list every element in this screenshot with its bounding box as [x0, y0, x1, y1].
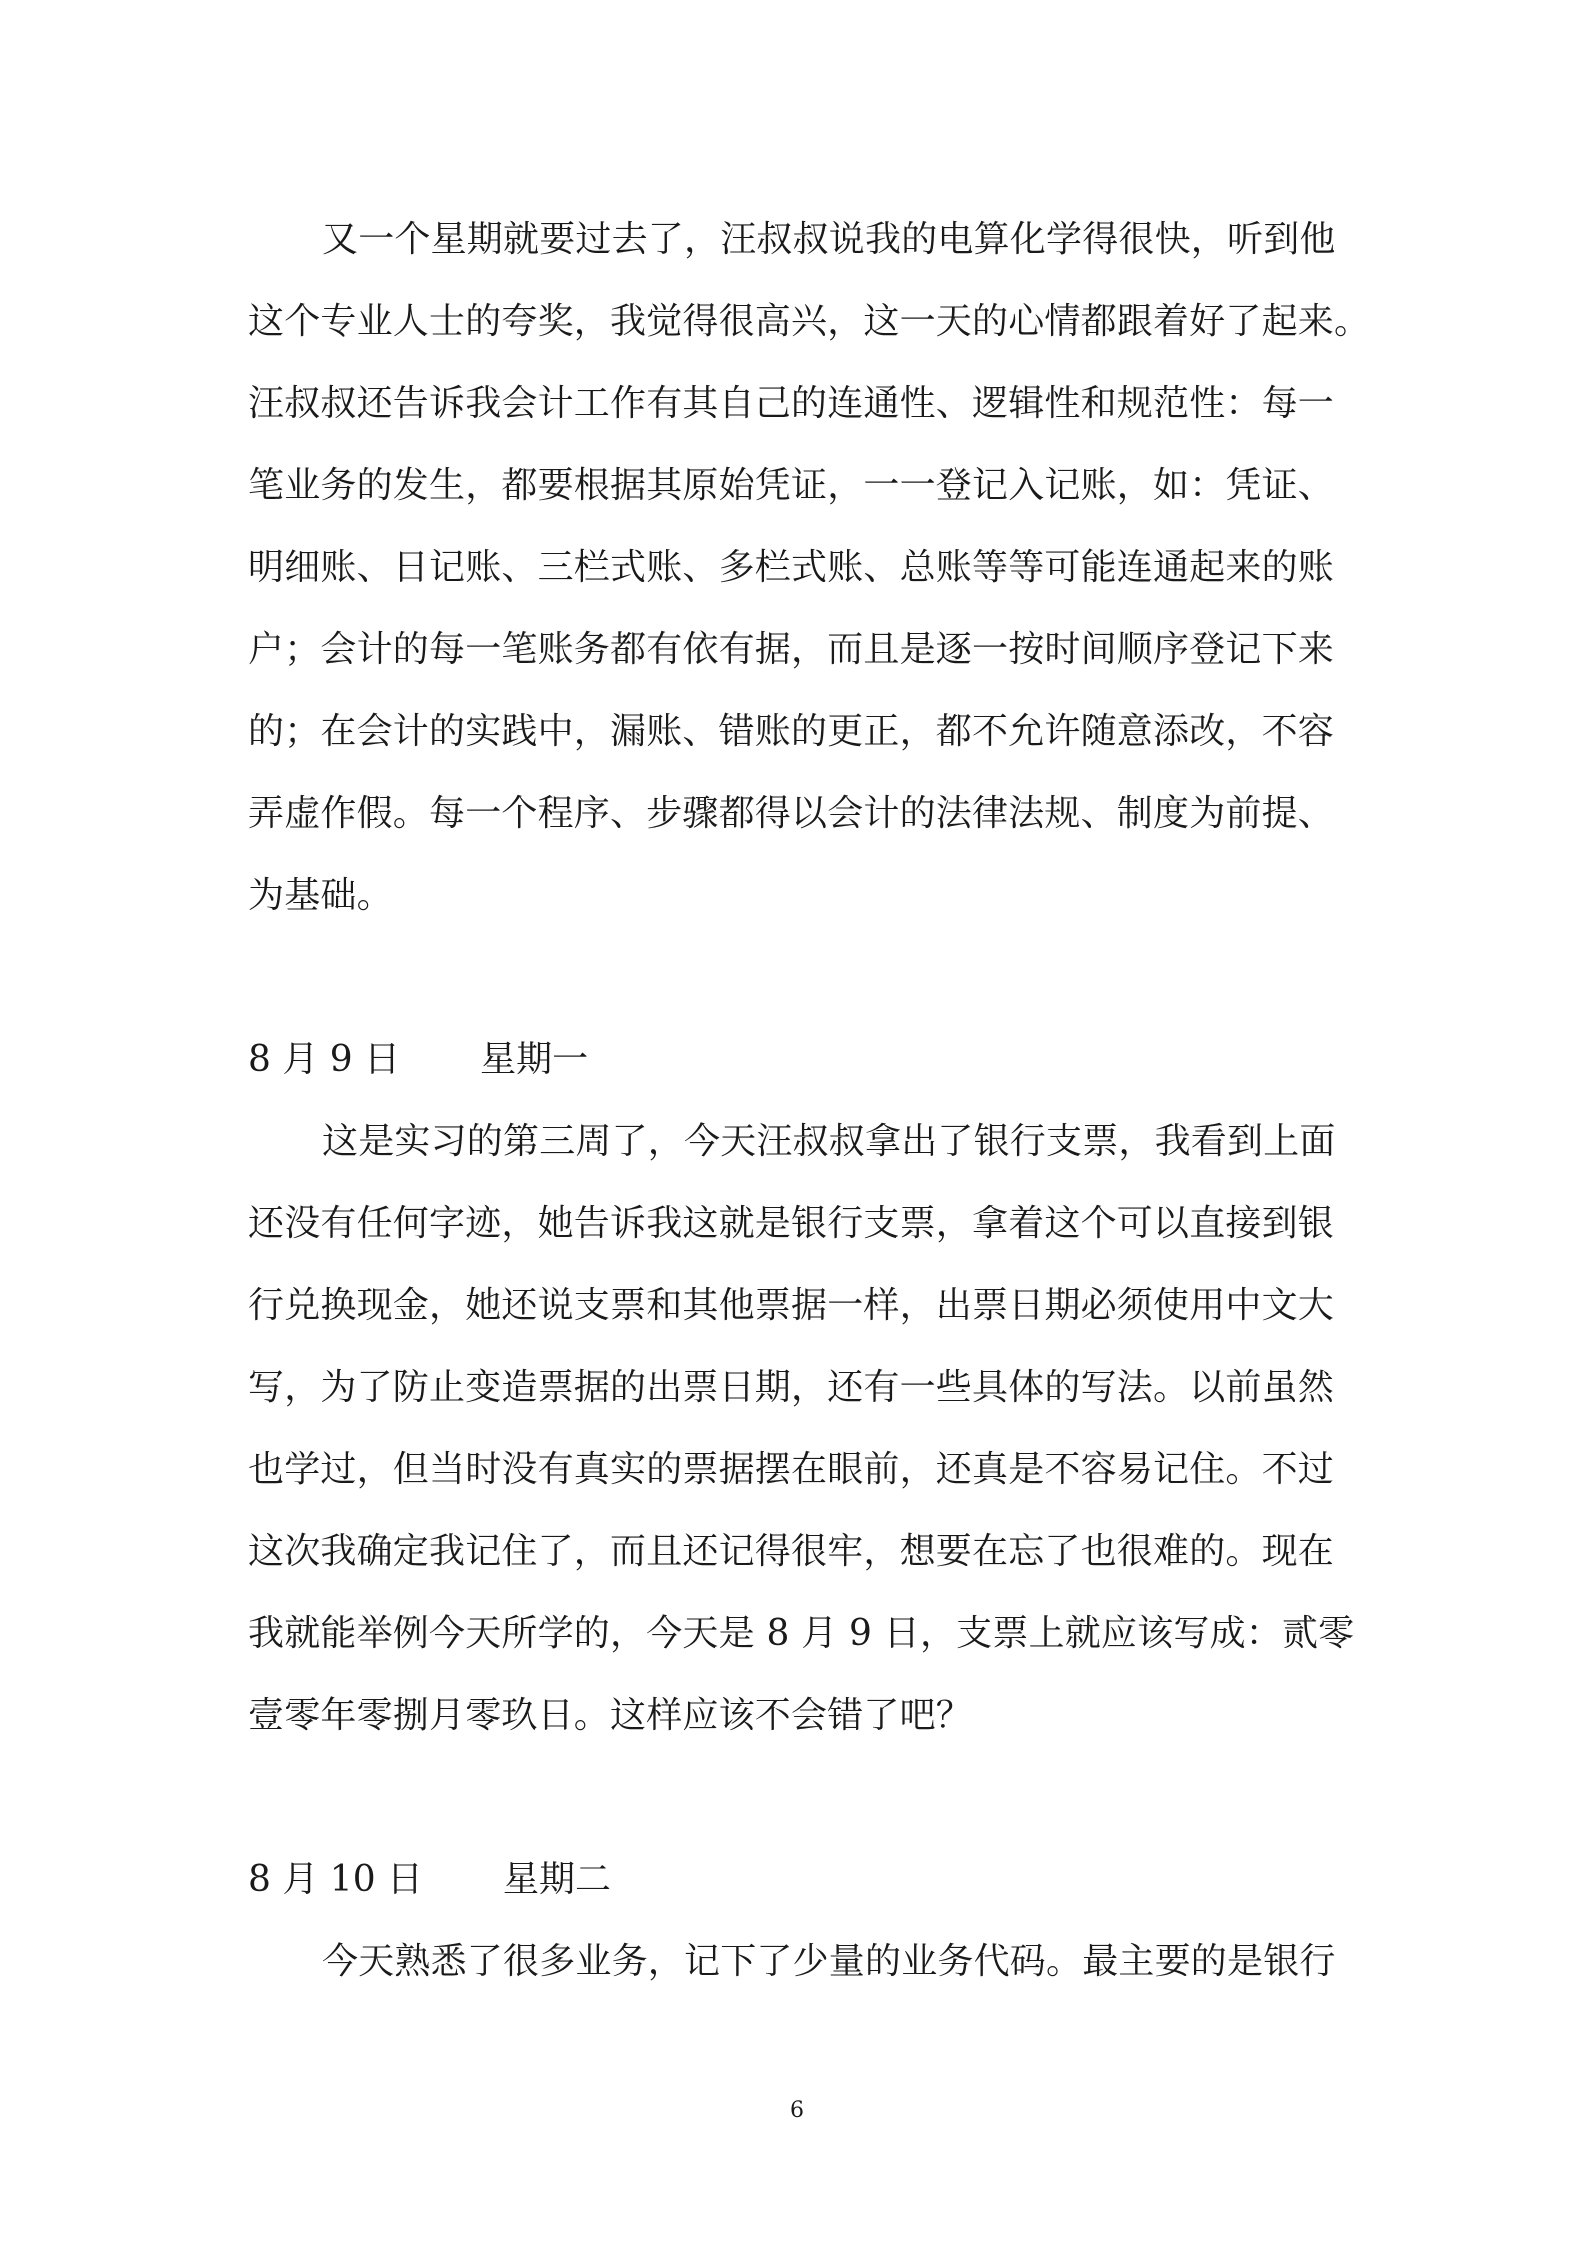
entry-2-line-1: 今天熟悉了很多业务，记下了少量的业务代码。最主要的是银行: [322, 1941, 1336, 1982]
entry-1-line-7: 我就能举例今天所学的，今天是 8 月 9 日，支票上就应该写成：贰零: [248, 1613, 1355, 1654]
entry-2-heading: [248, 1859, 612, 1900]
entry-1-date: 8 月 9 日: [248, 1039, 401, 1080]
page-number: 6: [790, 2098, 804, 2123]
paragraph-1-line-3: 汪叔叔还告诉我会计工作有其自己的连通性、逻辑性和规范性：每一: [248, 383, 1335, 424]
entry-1-line-1: 这是实习的第三周了，今天汪叔叔拿出了银行支票，我看到上面: [322, 1121, 1336, 1162]
entry-2-date: 8 月 10 日: [248, 1859, 424, 1900]
paragraph-1-line-4: 笔业务的发生，都要根据其原始凭证，一一登记入记账，如：凭证、: [248, 465, 1335, 506]
entry-1-line-8: 壹零年零捌月零玖日。这样应该不会错了吧？: [248, 1695, 973, 1736]
entry-1-heading: [248, 1039, 589, 1080]
entry-1-weekday: 星期一: [480, 1039, 589, 1080]
entry-1-line-3: 行兑换现金，她还说支票和其他票据一样，出票日期必须使用中文大: [248, 1285, 1335, 1326]
entry-1-line-6: 这次我确定我记住了，而且还记得很牢，想要在忘了也很难的。现在: [248, 1531, 1335, 1572]
entry-1-line-2: 还没有任何字迹，她告诉我这就是银行支票，拿着这个可以直接到银: [248, 1203, 1335, 1244]
entry-2-weekday: 星期二: [503, 1859, 612, 1900]
paragraph-1-line-5: 明细账、日记账、三栏式账、多栏式账、总账等等可能连通起来的账: [248, 547, 1335, 588]
paragraph-1-line-9: 为基础。: [248, 875, 393, 916]
paragraph-1-line-6: 户；会计的每一笔账务都有依有据，而且是逐一按时间顺序登记下来: [248, 629, 1335, 670]
paragraph-1-line-7: 的；在会计的实践中，漏账、错账的更正，都不允许随意添改，不容: [248, 711, 1335, 752]
paragraph-1-line-1: 又一个星期就要过去了，汪叔叔说我的电算化学得很快，听到他: [322, 219, 1336, 260]
entry-1-line-4: 写，为了防止变造票据的出票日期，还有一些具体的写法。以前虽然: [248, 1367, 1335, 1408]
paragraph-1-line-2: 这个专业人士的夸奖，我觉得很高兴，这一天的心情都跟着好了起来。: [248, 301, 1371, 342]
paragraph-1-line-8: 弄虚作假。每一个程序、步骤都得以会计的法律法规、制度为前提、: [248, 793, 1335, 834]
entry-1-line-5: 也学过，但当时没有真实的票据摆在眼前，还真是不容易记住。不过: [248, 1449, 1335, 1490]
